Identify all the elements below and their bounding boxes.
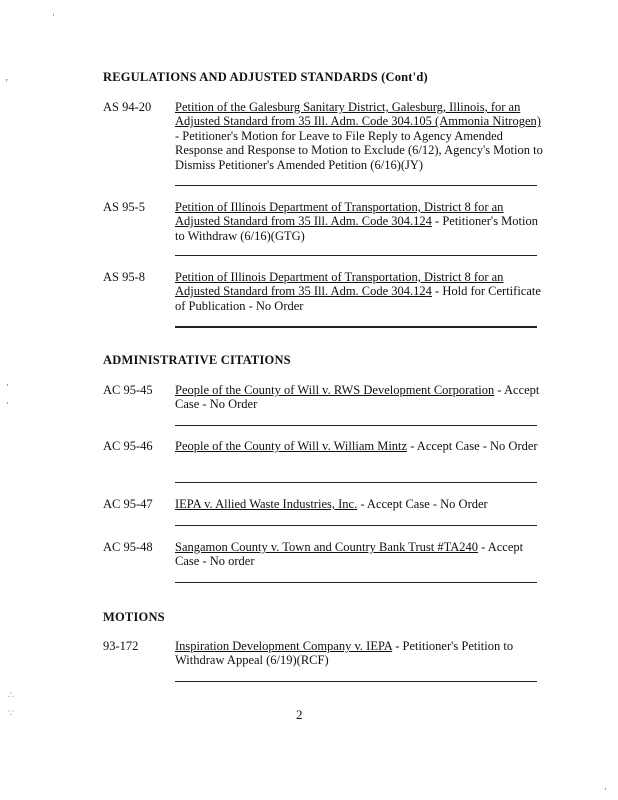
case-title: Petition of Illinois Department of Transportation, District 8 for an Adjusted Standard from 35 Ill. Adm. Code 304.124	[175, 270, 504, 299]
separator-rule	[175, 326, 537, 328]
docket-description	[175, 540, 543, 569]
case-action: - Petitioner's Motion for Leave to File Reply to Agency Amended Response and Response to Motion to Exclude (6/12), Agency's Motion to Dismiss Petitioner's Amended Petition (6/16)(JY)	[175, 128, 543, 172]
separator-rule	[175, 482, 537, 483]
separator-rule	[175, 255, 537, 256]
docket-number: AC 95-46	[103, 439, 153, 453]
separator-rule	[175, 185, 537, 186]
case-title: Petition of the Galesburg Sanitary District, Galesburg, Illinois, for an Adjusted Standard from 35 Ill. Adm. Code 304.105 (Ammonia Nitrogen)	[175, 100, 541, 129]
docket-number: AC 95-48	[103, 540, 153, 554]
docket-number: AS 95-8	[103, 270, 146, 284]
case-action: - Hold for Certificate of Publication - No Order	[175, 284, 541, 313]
separator-rule	[175, 582, 537, 583]
scan-speck: ʳ	[6, 76, 8, 86]
case-title: Sangamon County v. Town and Country Bank Trust #TA240	[175, 540, 478, 554]
case-action: - Accept Case - No Order	[175, 383, 540, 412]
scan-speck: ·	[6, 398, 9, 408]
case-title: Petition of Illinois Department of Transportation, District 8 for an Adjusted Standard from 35 Ill. Adm. Code 304.124	[175, 200, 504, 229]
docket-number: AS 95-5	[103, 200, 146, 214]
separator-rule	[175, 525, 537, 526]
docket-number: AC 95-47	[103, 497, 153, 511]
docket-description	[175, 100, 543, 172]
docket-description	[175, 497, 543, 511]
case-action: - Accept Case - No Order	[407, 439, 538, 453]
case-action: - Accept Case - No Order	[357, 497, 488, 511]
docket-description	[175, 200, 543, 243]
case-action: - Petitioner's Petition to Withdraw Appeal (6/19)(RCF)	[175, 639, 514, 668]
case-action: - Accept Case - No order	[175, 540, 524, 569]
docket-number: AC 95-45	[103, 383, 153, 397]
docket-description	[175, 439, 543, 453]
scan-smudge: ∴	[8, 690, 14, 700]
case-title: IEPA v. Allied Waste Industries, Inc.	[175, 497, 358, 511]
docket-number: 93-172	[103, 639, 139, 653]
scan-speck: ·	[52, 10, 55, 20]
docket-description	[175, 383, 543, 412]
separator-rule	[175, 681, 537, 682]
page-number: 2	[296, 707, 303, 722]
docket-description	[175, 270, 543, 313]
separator-rule	[175, 425, 537, 426]
case-title: People of the County of Will v. RWS Development Corporation	[175, 383, 495, 397]
scan-speck: ·	[604, 784, 607, 794]
section-heading-regulations: REGULATIONS AND ADJUSTED STANDARDS (Cont'd)	[103, 70, 428, 84]
section-heading-motions: MOTIONS	[103, 610, 165, 624]
section-heading-administrative-citations: ADMINISTRATIVE CITATIONS	[103, 353, 291, 367]
docket-number: AS 94-20	[103, 100, 152, 114]
scan-smudge: ∵	[8, 708, 14, 718]
case-title: Inspiration Development Company v. IEPA	[175, 639, 393, 653]
case-action: - Petitioner's Motion to Withdraw (6/16)(GTG)	[175, 214, 538, 243]
scan-speck: ·	[6, 380, 9, 390]
case-title: People of the County of Will v. William Mintz	[175, 439, 408, 453]
docket-description	[175, 639, 543, 668]
